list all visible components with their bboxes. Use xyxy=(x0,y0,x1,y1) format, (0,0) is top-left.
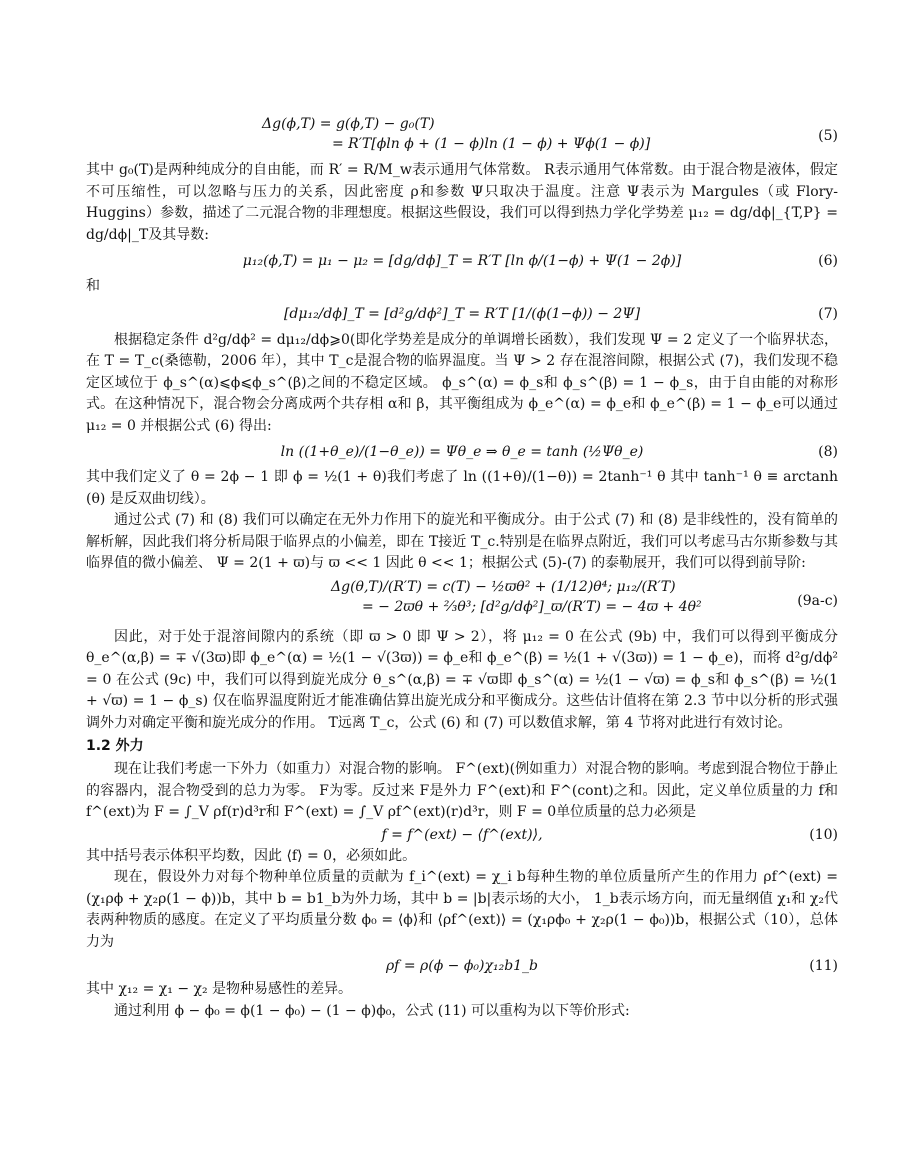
section-heading-external-force: 1.2 外力 xyxy=(86,738,144,754)
paragraph-stability: 根据稳定条件 d²g/dϕ² = dμ₁₂/dϕ⩾0(即化学势差是成分的单调增长函数），我们发现 Ψ = 2 定义了一个临界状态，在 T = T_c(桑德勒，2006 年），其中 T_c是混合物的临界温度。当 Ψ > 2 存在混溶间隙，根据公式 (7)，我们发现不稳定区域位于 ϕ_s^(α)⩽ϕ⩽ϕ_s^(β)之间的不稳定区域。 ϕ_s^(α) = ϕ_s和 ϕ_s^(β) = 1 − ϕ_s，由于自由能的对称形式。在这种情况下，混合物会分离成两个共存相 α和 β，其平衡组成为 ϕ_e^(α) = ϕ_e和 ϕ_e^(β) = 1 − ϕ_e可以通过 μ₁₂ = 0 并根据公式 (6) 得出: xyxy=(86,331,838,434)
equation-6-number: (6) xyxy=(818,253,838,269)
equation-7 xyxy=(86,298,838,330)
equation-7-number: (7) xyxy=(818,305,838,322)
equation-6 xyxy=(86,246,838,276)
and-text: 和 xyxy=(86,278,100,294)
paragraph-theta-definition: 其中我们定义了 θ = 2ϕ − 1 即 ϕ = ½(1 + θ)我们考虑了 ln ((1+θ)/(1−θ)) = 2tanh⁻¹ θ 其中 tanh⁻¹ θ ≡ arctanh (θ) 是反双曲切线）。 xyxy=(86,469,838,507)
equation-5 xyxy=(86,114,838,158)
paragraph-spinodal-analysis: 通过公式 (7) 和 (8) 我们可以确定在无外力作用下的旋光和平衡成分。由于公式 (7) 和 (8) 是非线性的，没有简单的解析解，因此我们将分析局限于临界点的小偏差，即在 T接近 T_c.特别是在临界点附近，我们可以考虑马古尔斯参数与其临界值的微小偏差、 Ψ = 2(1 + ϖ)与 ϖ << 1 因此 θ << 1；根据公式 (5)-(7) 的泰勒展开，我们可以得到前导阶: xyxy=(86,512,838,571)
equation-5-line-2: = R′T[ϕln ϕ + (1 − ϕ)ln (1 − ϕ) + Ψϕ(1 − ϕ)] xyxy=(332,136,651,152)
equation-11-body: ρf = ρ(ϕ − ϕ₀)χ₁₂b1_b xyxy=(385,958,539,974)
equation-11-number: (11) xyxy=(809,958,838,974)
equation-11 xyxy=(86,953,838,979)
document-page xyxy=(86,112,838,1022)
paragraph-susceptibility: 现在，假设外力对每个物种单位质量的贡献为 f_i^(ext) = χ_i b每种生物的单位质量所产生的作用力 ρf^(ext) = (χ₁ρϕ + χ₂ρ(1 − ϕ))b，其中 b = b1_b为外力场，其中 b = |b|表示场的大小， 1_b表示场方向，而无量纲值 χ₁和 χ₂代表两种物质的感度。在定义了平均质量分数 ϕ₀ = ⟨ϕ⟩和 ⟨ρf^(ext)⟩ = (χ₁ρϕ₀ + χ₂ρ(1 − ϕ₀))b，根据公式（10），总体力为 xyxy=(86,869,838,950)
equation-8-number: (8) xyxy=(818,444,838,460)
equation-10-number: (10) xyxy=(809,826,838,843)
paragraph-equilibrium-composition: 因此，对于处于混溶间隙内的系统（即 ϖ > 0 即 Ψ > 2），将 μ₁₂ = 0 在公式 (9b) 中，我们可以得到平衡成分 θ_e^(α,β) = ∓ √(3ϖ)即 ϕ_e^(α) = ½(1 − √(3ϖ)) = ϕ_e和 ϕ_e^(β) = ½(1 + √(3ϖ)) = 1 − ϕ_e)，而将 d²g/dϕ² = 0 在公式 (9c) 中，我们可以得到旋光成分 θ_s^(α,β) = ∓ √ϖ即 ϕ_s^(α) = ½(1 − √ϖ) = ϕ_s和 ϕ_s^(β) = ½(1 + √ϖ) = 1 − ϕ_s) 仅在临界温度附近才能准确估算出旋光成分和平衡成分。这些估计值将在第 2.3 节中以分析的形式强调外力对确定平衡和旋光成分的作用。 T远离 T_c，公式 (6) 和 (7) 可以数值求解，第 4 节将对此进行有效讨论。 xyxy=(86,628,838,731)
equation-7-body: [dμ₁₂/dϕ]_T = [d²g/dϕ²]_T = R′T [1/(ϕ(1−ϕ)) − 2Ψ] xyxy=(283,305,641,322)
equation-10 xyxy=(86,824,838,846)
equation-8-body: ln ((1+θ_e)/(1−θ_e)) = Ψθ_e ⇒ θ_e = tanh (½Ψθ_e) xyxy=(280,444,644,460)
equation-5-line-1: Δg(ϕ,T) = g(ϕ,T) − g₀(T) xyxy=(262,116,435,132)
paragraph-volume-average: 其中括号表示体积平均数，因此 ⟨f⟩ = 0，必须如此。 xyxy=(86,847,417,864)
equation-6-body: μ₁₂(ϕ,T) = μ₁ − μ₂ = [dg/dϕ]_T = R′T [ln ϕ/(1−ϕ) + Ψ(1 − 2ϕ)] xyxy=(242,253,682,269)
equation-9-number: (9a-c) xyxy=(797,592,838,609)
equation-9-line-1: Δg(θ,T)/(R′T) = c(T) − ½ϖθ² + (1/12)θ⁴; μ₁₂/(R′T) xyxy=(331,578,676,595)
equation-9 xyxy=(86,577,838,625)
equation-8 xyxy=(86,437,838,467)
equation-9-line-2: = − 2ϖθ + ⅔θ³; [d²g/dϕ²]_ϖ/(R′T) = − 4ϖ + 4θ² xyxy=(362,598,702,615)
paragraph-free-energy: 其中 g₀(T)是两种纯成分的自由能，而 R′ = R/M_w表示通用气体常数。 R表示通用气体常数。由于混合物是液体，假定不可压缩性，可以忽略与压力的关系，因此密度 ρ和参数 Ψ只取决于温度。注意 Ψ表示为 Margules（或 Flory-Huggins）参数，描述了二元混合物的非理想度。根据这些假设，我们可以得到热力学化学势差 μ₁₂ = dg/dϕ|_{T,P} = dg/dϕ|_T及其导数: xyxy=(86,162,838,243)
equation-10-body: f = f^(ext) − ⟨f^(ext)⟩, xyxy=(381,826,543,843)
paragraph-equivalent-form: 通过利用 ϕ − ϕ₀ = ϕ(1 − ϕ₀) − (1 − ϕ)ϕ₀，公式 (11) 可以重构为以下等价形式: xyxy=(114,1002,630,1019)
paragraph-external-force: 现在让我们考虑一下外力（如重力）对混合物的影响。 F^(ext)(例如重力）对混合物的影响。考虑到混合物位于静止的容器内，混合物受到的总力为零。 F为零。反过来 F是外力 F^(ext)和 F^(cont)之和。因此，定义单位质量的力 f和 f^(ext)为 F = ∫_V ρf(r)d³r和 F^(ext) = ∫_V ρf^(ext)(r)d³r，则 F = 0单位质量的总力必须是 xyxy=(86,761,838,820)
paragraph-susceptibility-difference: 其中 χ₁₂ = χ₁ − χ₂ 是物种易感性的差异。 xyxy=(86,981,353,997)
equation-5-number: (5) xyxy=(818,128,838,144)
